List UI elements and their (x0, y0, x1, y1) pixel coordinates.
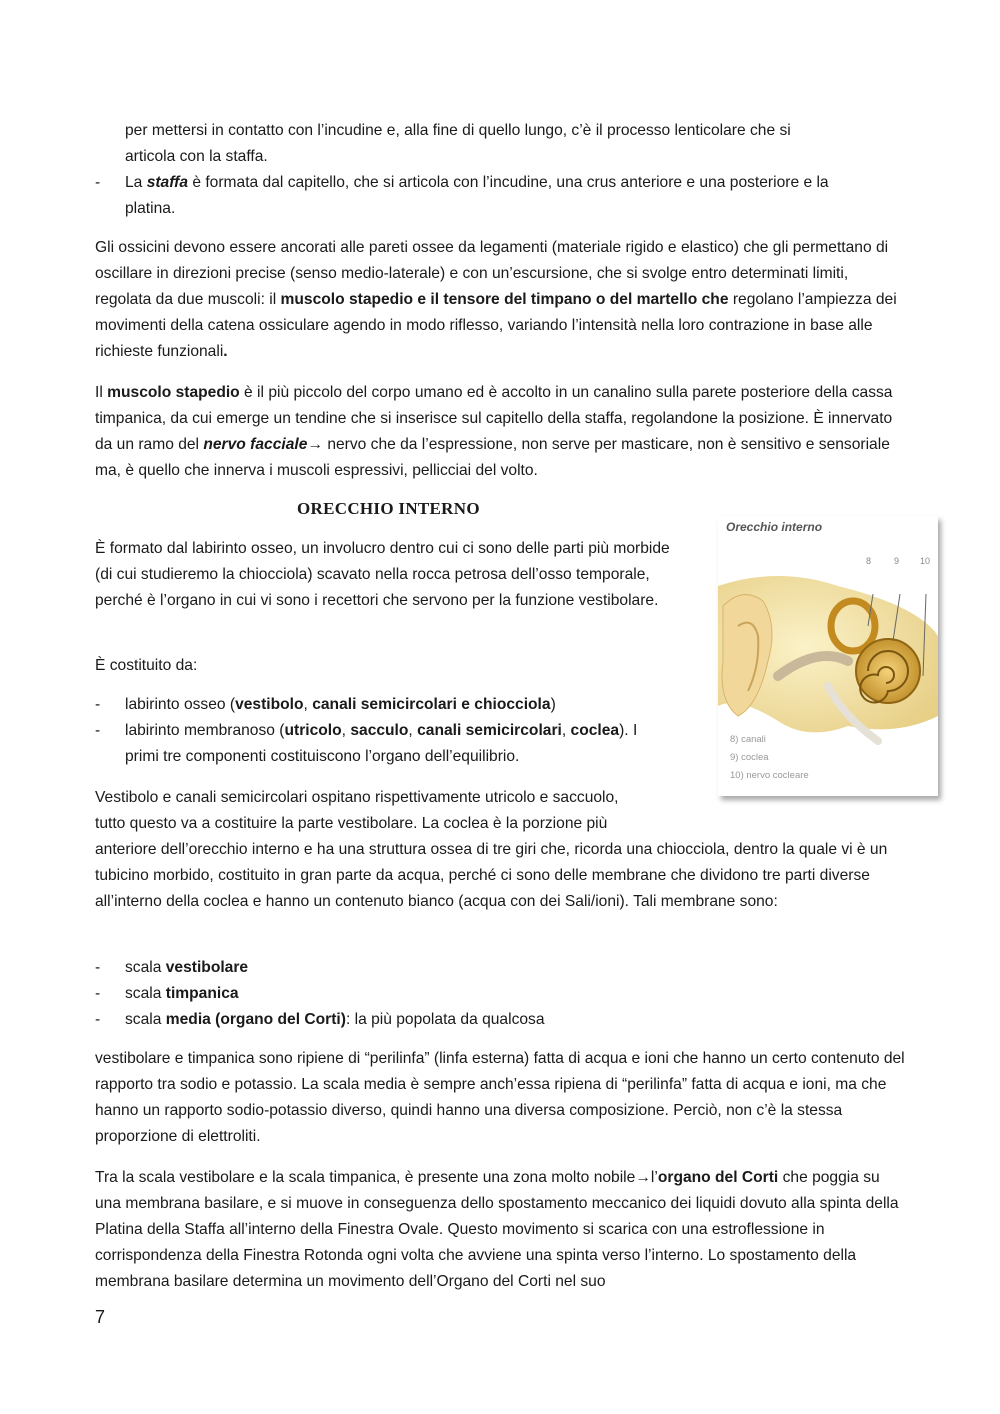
list-item: - scala media (organo del Corti): la più popolata da qualcosa (95, 1011, 545, 1028)
costituito-paragraph: È costituito da: (95, 657, 198, 674)
figure-number: 9 (894, 556, 900, 566)
labirinto-paragraph: È formato dal labirinto osseo, un involucro dentro cui ci sono delle parti più morbide (di cui studieremo la chiocciola) scavato nella rocca petrosa dell’osso temporale, perché è l’organo in cui vi sono i recettori che servono per la funzione vestibolare. (95, 540, 670, 609)
list-item: - labirinto osseo (vestibolo, canali semicircolari e chiocciola) (95, 696, 556, 713)
inner-ear-figure (718, 516, 938, 796)
list-item: - scala timpanica (95, 985, 239, 1002)
staffa-term: staffa (146, 174, 189, 191)
ossicles-list (95, 118, 905, 222)
figure-number: 8 (866, 556, 872, 566)
figure-number: 10 (920, 556, 931, 566)
stapedio-paragraph: Il muscolo stapedio è il più piccolo del corpo umano ed è accolto in un canalino sulla parete posteriore della cassa timpanica, da cui emerge un tendine che si inserisce sul capitello della staffa, regolandone la posizione. È innervato da un ramo del nervo facciale→ nervo che da l’espressione, non serve per masticare, non è sensitivo e sensoriale ma, è quello che innerva i muscoli espressivi, pellicciai del volto. (95, 384, 893, 479)
figure-legend-item: 9) coclea (730, 752, 769, 763)
list-item: - labirinto membranoso (utricolo, sacculo, canali semicircolari, coclea). I primi tre componenti costituiscono l’organo dell’equilibrio. (95, 722, 638, 765)
section-heading: ORECCHIO INTERNO (297, 499, 480, 518)
figure-legend-item: 10) nervo cocleare (730, 770, 809, 781)
list-item: - scala vestibolare (95, 959, 249, 976)
vestibolo-paragraph: Vestibolo e canali semicircolari ospitano rispettivamente utricolo e saccuolo, tutto questo va a costituire la parte vestibolare. La coclea è la porzione più anteriore dell’orecchio interno e ha una struttura ossea di tre giri che, ricorda una chiocciola, dentro la quale vi è un tubicino morbido, costituito in gran parte da acqua, perché ci sono delle membrane che dividono tre parti diverse all’interno della coclea e hanno un contenuto bianco (acqua con dei Sali/ioni). Tali membrane sono: (95, 789, 888, 910)
corti-paragraph: Tra la scala vestibolare e la scala timpanica, è presente una zona molto nobile→l’organo del Corti che poggia su una membrana basilare, e si muove in conseguenza dello spostamento meccanico dei liquidi dovuto alla spinta della Platina della Staffa all’interno della Finestra Ovale. Questo movimento si scarica con una estroflessione in corrispondenza della Finestra Rotonda ogni volta che avviene una spinta verso l’interno. Lo spostamento della membrana basilare determina un movimento dell’Organo del Corti nel suo (95, 1169, 899, 1290)
perilinfa-paragraph: vestibolare e timpanica sono ripiene di “perilinfa” (linfa esterna) fatta di acqua e ioni che hanno un certo contenuto del rapporto tra sodio e potassio. La scala media è sempre anch’essa ripiena di “perilinfa” fatta di acqua e ioni, ma che hanno un rapporto sodio-potassio diverso, quindi hanno una diversa composizione. Perciò, non c’è la stessa proporzione di elettroliti. (95, 1050, 905, 1145)
ossicini-paragraph: Gli ossicini devono essere ancorati alle pareti ossee da legamenti (materiale rigido e elastico) che gli permettano di oscillare in direzioni precise (senso medio-laterale) e con un’escursione, che si svolge entro determinati limiti, regolata da due muscoli: il muscolo stapedio e il tensore del timpano o del martello che regolano l’ampiezza dei movimenti della catena ossiculare agendo in modo riflesso, variando l’intensità nella loro contrazione in base alle richieste funzionali. (95, 239, 897, 360)
figure-title: Orecchio interno (726, 520, 823, 534)
page-number: 7 (95, 1307, 106, 1327)
staffa-bullet: - La staffa è formata dal capitello, che si articola con l’incudine, una crus anteriore e una posteriore e la platina. (95, 174, 829, 217)
labirinto-list (95, 692, 675, 770)
figure-legend-item: 8) canali (730, 734, 766, 745)
scale-list (95, 955, 905, 1033)
incudine-continuation: per mettersi in contatto con l’incudine e, alla fine di quello lungo, c’è il processo lenticolare che si articola con la staffa. (125, 122, 791, 165)
